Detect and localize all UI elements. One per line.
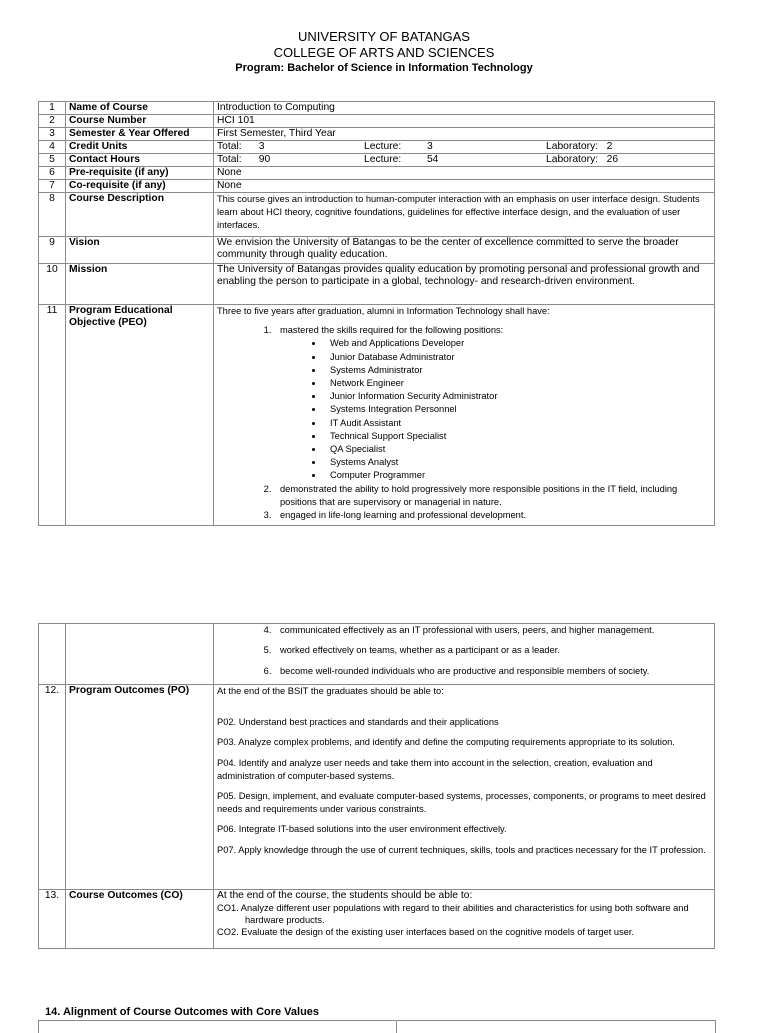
credit-units-value: [214, 141, 715, 154]
college-name: COLLEGE OF ARTS AND SCIENCES: [273, 45, 495, 60]
university-name: UNIVERSITY OF BATANGAS: [298, 29, 470, 44]
row-number: 9: [39, 237, 66, 264]
row-label: Program Outcomes (PO): [66, 685, 214, 890]
peo-item-text: mastered the skills required for the following positions:: [280, 325, 504, 336]
list-item: • Systems Analyst: [324, 456, 711, 469]
list-item: 6. become well-rounded individuals who are productive and responsible members of society.: [274, 665, 711, 678]
row-label: Vision: [66, 237, 214, 264]
row-number: 8: [39, 193, 66, 237]
row-number: 1: [39, 102, 66, 115]
table-row: [39, 167, 715, 180]
table-row: [39, 141, 715, 154]
table-row: [39, 102, 715, 115]
table-row: [39, 115, 715, 128]
mission-value: The University of Batangas provides quality education by promoting personal and professional growth and enabling the person to participate in a global, technology- and research-driven environment.: [214, 264, 715, 305]
list-item: • Computer Programmer: [324, 469, 711, 482]
row-label: Semester & Year Offered: [66, 128, 214, 141]
table-row: [39, 685, 715, 890]
row-number: [39, 624, 66, 685]
course-info-table: [38, 101, 715, 526]
row-label: Contact Hours: [66, 154, 214, 167]
row-number: 13.: [39, 890, 66, 949]
list-item: • Junior Database Administrator: [324, 351, 711, 364]
outcomes-table: [38, 623, 715, 949]
hours-total: Total: 90: [217, 154, 271, 165]
list-item: [274, 324, 711, 482]
table-row: [39, 624, 715, 685]
co-intro: At the end of the course, the students should be able to:: [217, 890, 473, 901]
row-number: 6: [39, 167, 66, 180]
table-row: [39, 180, 715, 193]
row-label: Pre-requisite (if any): [66, 167, 214, 180]
peo-continuation: [214, 624, 715, 685]
list-item: 4. communicated effectively as an IT professional with users, peers, and higher management.: [274, 624, 711, 637]
credit-total: Total: 3: [217, 141, 265, 152]
list-item: • Network Engineer: [324, 377, 711, 390]
po-item: P02. Understand best practices and standards and their applications: [217, 717, 499, 728]
list-item: • QA Specialist: [324, 443, 711, 456]
list-item: • Systems Administrator: [324, 364, 711, 377]
row-number: 3: [39, 128, 66, 141]
row-number: 10: [39, 264, 66, 305]
credit-lecture: Lecture: 3: [364, 141, 433, 152]
row-number: 12.: [39, 685, 66, 890]
list-item: • Systems Integration Personnel: [324, 403, 711, 416]
row-number: 7: [39, 180, 66, 193]
hours-lab: Laboratory: 26: [546, 154, 619, 165]
row-label: Course Description: [66, 193, 214, 237]
list-item: 3. engaged in life-long learning and professional development.: [274, 509, 711, 522]
prerequisite-value: None: [214, 167, 715, 180]
list-item: • Web and Applications Developer: [324, 337, 711, 350]
list-item: 2. demonstrated the ability to hold progressively more responsible positions in the IT field, including positions that are supervisory or managerial in nature.: [274, 483, 711, 509]
row-number: 11: [39, 305, 66, 526]
positions-list: [280, 337, 711, 482]
corequisite-value: None: [214, 180, 715, 193]
course-outcomes-value: [214, 890, 715, 949]
course-name-value: Introduction to Computing: [214, 102, 715, 115]
peo-list-continued: [217, 624, 711, 679]
table-row: [39, 305, 715, 526]
table-row: [39, 154, 715, 167]
contact-hours-value: [214, 154, 715, 167]
row-label: [66, 624, 214, 685]
hours-lecture: Lecture: 54: [364, 154, 439, 165]
po-intro: At the end of the BSIT the graduates should be able to:: [217, 686, 444, 696]
table-row: [39, 193, 715, 237]
peo-value: [214, 305, 715, 526]
co-item: CO1. Analyze different user populations with regard to their abilities and characteristics for using both software and hardware products.: [217, 903, 689, 925]
po-item: P04. Identify and analyze user needs and take them into account in the selection, creation, evaluation and administration of computer-based systems.: [217, 757, 653, 781]
course-description-value: This course gives an introduction to human-computer interaction with an emphasis on user interface design. Students learn about HCI theory, cognitive foundations, guidelines for effective interface design, and the evaluation of user interfaces.: [214, 193, 715, 237]
po-item: P07. Apply knowledge through the use of current techniques, skills, tools and practices necessary for the IT profession.: [217, 844, 706, 855]
list-item: • IT Audit Assistant: [324, 417, 711, 430]
program-outcomes-value: [214, 685, 715, 890]
row-label: Name of Course: [66, 102, 214, 115]
co-item: CO2. Evaluate the design of the existing user interfaces based on the cognitive models of target user.: [217, 927, 635, 937]
list-item: 5. worked effectively on teams, whether as a participant or as a leader.: [274, 644, 711, 657]
semester-value: First Semester, Third Year: [214, 128, 715, 141]
row-label: Mission: [66, 264, 214, 305]
table-row: [39, 264, 715, 305]
peo-list: [217, 324, 711, 522]
column-divider: [396, 1021, 397, 1033]
table-row: [39, 128, 715, 141]
row-number: 4: [39, 141, 66, 154]
list-item: • Technical Support Specialist: [324, 430, 711, 443]
po-item: P06. Integrate IT-based solutions into the user environment effectively.: [217, 824, 507, 835]
row-label: Course Number: [66, 115, 214, 128]
program-title: Program: Bachelor of Science in Information Technology: [235, 62, 533, 74]
section-14-title: 14. Alignment of Course Outcomes with Core Values: [45, 1006, 320, 1018]
po-item: P05. Design, implement, and evaluate computer-based systems, processes, components, or programs to meet desired needs and requirements under various constraints.: [217, 791, 706, 815]
peo-intro: Three to five years after graduation, alumni in Information Technology shall have:: [217, 306, 550, 316]
alignment-table: [38, 1020, 716, 1033]
table-row: [39, 890, 715, 949]
row-label: Co-requisite (if any): [66, 180, 214, 193]
row-label: Credit Units: [66, 141, 214, 154]
vision-value: We envision the University of Batangas to be the center of excellence committed to serve the broader community through quality education.: [214, 237, 715, 264]
table-row: [39, 237, 715, 264]
row-label: Course Outcomes (CO): [66, 890, 214, 949]
row-number: 2: [39, 115, 66, 128]
credit-lab: Laboratory: 2: [546, 141, 613, 152]
list-item: • Junior Information Security Administrator: [324, 390, 711, 403]
row-number: 5: [39, 154, 66, 167]
po-item: P03. Analyze complex problems, and identify and define the computing requirements appropriate to its solution.: [217, 737, 675, 748]
course-number-value: HCI 101: [214, 115, 715, 128]
row-label: Program Educational Objective (PEO): [66, 305, 214, 526]
